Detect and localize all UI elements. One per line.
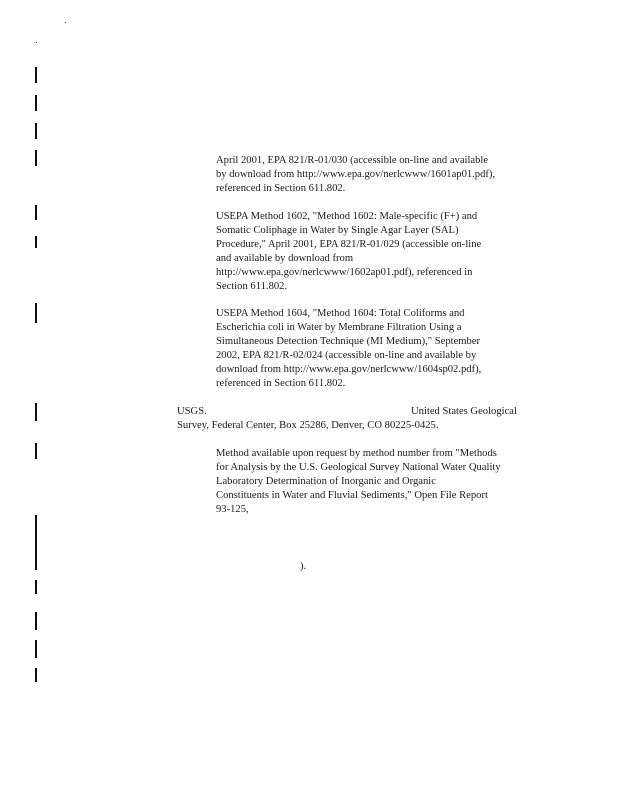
change-bar xyxy=(35,443,37,459)
change-bar xyxy=(35,580,37,594)
text-line: by download from http://www.epa.gov/nerlcwww/1601ap01.pdf), xyxy=(216,169,496,180)
change-bar xyxy=(35,95,37,111)
change-bar xyxy=(35,612,37,630)
speck-mark xyxy=(36,42,37,43)
text-line: Method available upon request by method number from "Methods xyxy=(216,448,497,459)
change-bar xyxy=(35,150,37,166)
change-bar xyxy=(35,123,37,139)
change-bar xyxy=(35,403,37,421)
text-line: Section 611.802. xyxy=(216,281,288,292)
text-line: 2002, EPA 821/R-02/024 (accessible on-line and available by xyxy=(216,350,477,361)
usgs-method-paragraph xyxy=(216,447,501,517)
text-line: April 2001, EPA 821/R-01/030 (accessible on-line and available xyxy=(216,155,489,166)
change-bar xyxy=(35,303,37,323)
text-line: USEPA Method 1604, "Method 1604: Total Coliforms and xyxy=(216,308,465,319)
change-bar xyxy=(35,205,37,220)
text-line: Procedure," April 2001, EPA 821/R-01/029 (accessible on-line xyxy=(216,239,482,250)
text-line: Somatic Coliphage in Water by Single Agar Layer (SAL) xyxy=(216,225,459,236)
usgs-label: USGS. xyxy=(177,406,207,417)
change-bar xyxy=(35,640,37,658)
change-bar xyxy=(35,67,37,83)
text-line: referenced in Section 611.802. xyxy=(216,378,346,389)
text-line: referenced in Section 611.802. xyxy=(216,183,346,194)
citation-paragraph-1601 xyxy=(216,154,495,196)
citation-paragraph-1604 xyxy=(216,307,481,391)
usgs-name-first-line: United States Geological xyxy=(411,406,517,417)
text-line: USEPA Method 1602, "Method 1602: Male-specific (F+) and xyxy=(216,211,478,222)
usgs-address-line: Survey, Federal Center, Box 25286, Denver, CO 80225-0425. xyxy=(177,420,439,431)
text-line: for Analysis by the U.S. Geological Survey National Water Quality xyxy=(216,462,501,473)
text-line: download from http://www.epa.gov/nerlcwww/1604sp02.pdf), xyxy=(216,364,482,375)
text-line: and available by download from xyxy=(216,253,354,264)
text-line: Constituents in Water and Fluvial Sediments," Open File Report xyxy=(216,490,488,501)
change-bar xyxy=(35,668,37,682)
text-line: 93-125, xyxy=(216,504,249,515)
speck-mark xyxy=(65,22,66,23)
change-bar xyxy=(35,236,37,248)
closing-punctuation: ). xyxy=(300,561,307,572)
citation-paragraph-1602 xyxy=(216,210,481,294)
text-line: Simultaneous Detection Technique (MI Medium)," September xyxy=(216,336,481,347)
text-line: http://www.epa.gov/nerlcwww/1602ap01.pdf), referenced in xyxy=(216,267,473,278)
text-line: Laboratory Determination of Inorganic and Organic xyxy=(216,476,436,487)
text-line: Escherichia coli in Water by Membrane Filtration Using a xyxy=(216,322,462,333)
change-bar xyxy=(35,515,37,570)
